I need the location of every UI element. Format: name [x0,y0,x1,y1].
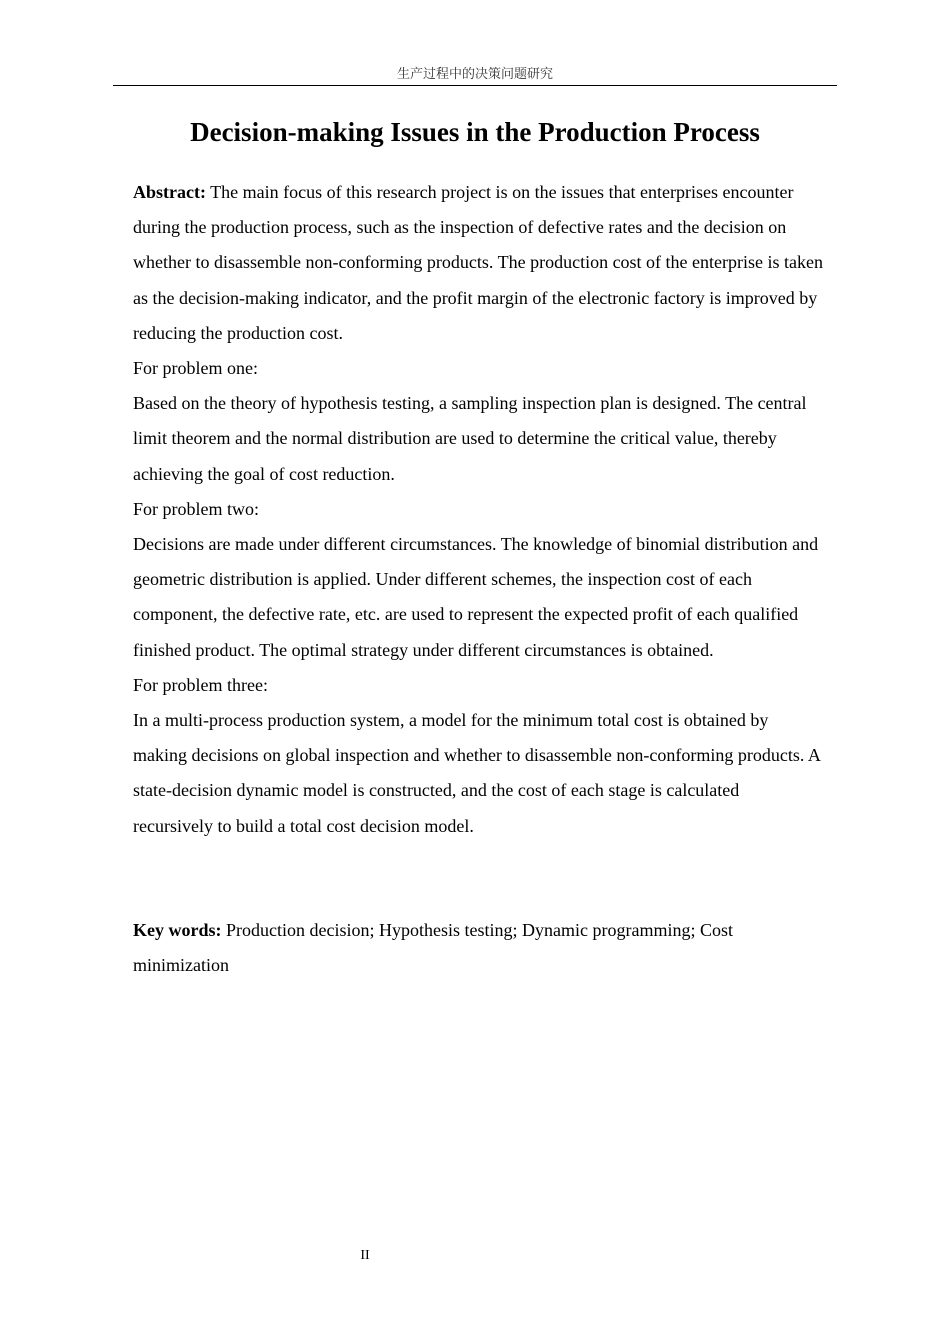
page-number: II [360,1248,370,1263]
problem-one-text: Based on the theory of hypothesis testing, a sampling inspection plan is designed. The central limit theorem and the normal distribution are used to determine the critical value, thereby achieving the goal of cost reduction. [133,393,807,484]
keywords-label: Key words: [133,920,222,940]
problem-one-heading: For problem one: [133,358,258,379]
abstract-paragraph [133,175,823,351]
abstract-label: Abstract: [133,182,206,202]
header-rule [113,85,837,86]
problem-two-text: Decisions are made under different circumstances. The knowledge of binomial distribution and geometric distribution is applied. Under different schemes, the inspection cost of each component, the defective rate, etc. are used to represent the expected profit of each qualified finished product. The optimal strategy under different circumstances is obtained. [133,534,819,660]
problem-three-heading: For problem three: [133,674,268,695]
document-title: Decision-making Issues in the Production Process [190,117,760,147]
running-header: 生产过程中的决策问题研究 [396,67,553,82]
keywords-section [133,913,823,983]
keywords-text: Production decision; Hypothesis testing; Dynamic programming; Cost minimization [133,920,733,976]
problem-two-heading: For problem two: [133,498,259,519]
problem-three-text: In a multi-process production system, a model for the minimum total cost is obtained by making decisions on global inspection and whether to disassemble non-conforming products. A state-decision dynamic model is constructed, and the cost of each stage is calculated recursively to build a total cost decision model. [133,710,820,836]
abstract-text: The main focus of this research project is on the issues that enterprises encounter during the production process, such as the inspection of defective rates and the decision on whether to disassemble non-conforming products. The production cost of the enterprise is taken as the decision-making indicator, and the profit margin of the electronic factory is improved by reducing the production cost. [133,182,823,343]
abstract-section [133,175,823,844]
